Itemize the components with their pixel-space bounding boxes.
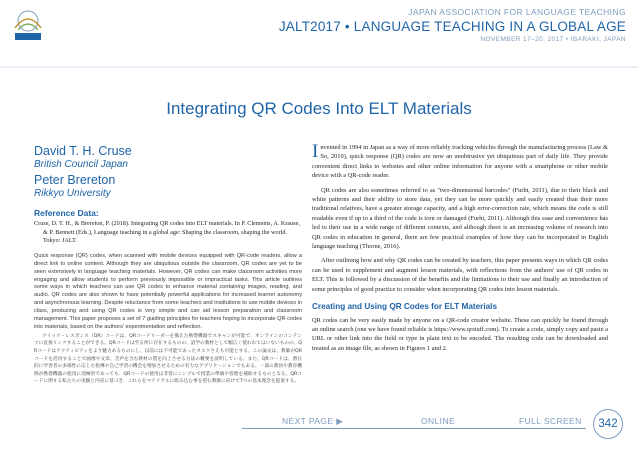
body-paragraph: Invented in 1994 in Japan as a way of more reliably tracking vehicles through the manufacturing process (Law & So, 2010), quick response (QR) codes are now an unobtrusive yet ubiquitous part of daily life. They provide convenient direct links to websites and other online information for anyone with a smartphone or other mobile device with a QR-code reader. (312, 141, 608, 180)
jalt-logo (6, 4, 50, 48)
next-page-link[interactable]: NEXT PAGE ▶ (282, 416, 344, 426)
header-divider (0, 66, 638, 68)
reference-citation: Cruse, D. T. H., & Brereton, P. (2018). Integrating QR codes into ELT materials. In P. Clements, A. Krause, & P. Bennett (Eds.), Language teaching in a global age: Shaping the classroom, shaping the world. Tokyo: JALT. (34, 220, 300, 245)
author-affiliation: British Council Japan (34, 159, 128, 170)
author-name: David T. H. Cruse (34, 144, 132, 158)
author-name: Peter Brereton (34, 173, 116, 187)
left-column (34, 144, 302, 386)
article-title: Integrating QR Codes Into ELT Materials (166, 99, 472, 118)
drop-cap: I (312, 141, 319, 162)
online-link[interactable]: ONLINE (421, 416, 456, 426)
conference-dates: NOVEMBER 17–20, 2017 • IBARAKI, JAPAN (480, 36, 626, 43)
organization-name: JAPAN ASSOCIATION FOR LANGUAGE TEACHING (408, 7, 626, 17)
body-paragraph: After outlining how and why QR codes can be created by teachers, this paper presents ways in which QR codes can be used to supplement and augment lesson materials, with reflections from the authors' use of QR codes in ELT. This is followed by a discussion of the benefits and the limitations to their use and finally an introduction of some principles of good practice to consider when incorporating QR codes into lesson materials. (312, 257, 608, 293)
page-number: 342 (593, 409, 623, 439)
reference-heading: Reference Data: (34, 208, 99, 218)
author-affiliation: Rikkyo University (34, 188, 111, 199)
body-paragraph: QR codes can be very easily made by anyone on a QR-code creator website. These can quickly be found through an online search (one we have found reliable is https://www.qrstuff.com). To create a code, simply copy and paste a URL or other link into the field or type in plain text to be encoded. The resulting code can be downloaded and treated as an image file, as shown in Figures 1 and 2. (312, 316, 608, 352)
section-heading: Creating and Using QR Codes for ELT Materials (312, 302, 498, 312)
body-text (312, 143, 608, 358)
footer-divider (242, 428, 586, 429)
full-screen-link[interactable]: FULL SCREEN (519, 416, 582, 426)
abstract-japanese: クイック・レスポンス（QR）コードは、QRコードリーダーを備えた携帯機器でスキャンが可能で、オンラインのコンテンツに直接リンクすることができる。QRコードは至る所に存在するものの、語学の教材として幅広く使われてはいないものの、QRコードはアクティビティをより魅力あるものにし、以前には不可能であったタスクさえも可能とする。この論文は、教師がQRコードを活用することで画像や文章、音声を含む教材の質を向上させる方法の概要を説明している。また、QRコードは、潜在的に学習者の多様性に応じた指導や自己学習の機会を増加させるための有力なアプリケーションでもある。一部の教員や教育機関が携帯機器の使用に消極的であっても、QRコードの使用は非常にシンプルで授業の準備や管理を補助するものとなる。QRコードに関する私たちの実験と内省に基づき、これらをマテリアルに組み込む事を望む教師に向けて7つの基本理念を提案する。 (34, 333, 302, 385)
abstract-english: Quick response (QR) codes, when scanned with mobile devices equipped with QR-code readers, allow a direct link to online content. Although they are ubiquitous outside the classroom, QR codes are yet to be seen extensively in language teaching materials. However, QR codes can make classroom activities more engaging and allow students to perform previously impossible or impractical tasks. This article outlines some ways in which teachers can use QR codes to enhance material containing images, reading, and audio. QR codes are also shown to have potentially powerful applications for increased learner autonomy and asynchronous learning. Despite reluctance from some teachers and institutions to use mobile devices in class, producing and using QR codes is very simple and can aid lesson preparation and classroom management. This paper proposes a set of 7 guiding principles for teachers hoping to incorporate QR codes into materials, based on the authors' experimentation and reflection. (34, 252, 302, 330)
body-paragraph: QR codes are also sometimes referred to as "two-dimensional barcodes" (Furht, 2011), due to their black and white patterns and their ability to store data, yet they can be more quickly and easily created than their more traditional relatives, have a greater storage capacity, and a high error-correction rate, which means the code is still readable even if up to a third of the code is torn or damaged (Furht, 2011). Although this ease and convenience has led to their use in a wide range of different contexts, and although there is an increasing volume of research into QR codes in education in general, there are few practical examples of how they can be incorporated in English language teaching (Thorne, 2016). (312, 186, 608, 251)
conference-header (279, 6, 626, 43)
conference-title: JALT2017 • LANGUAGE TEACHING IN A GLOBAL AGE (278, 19, 626, 34)
